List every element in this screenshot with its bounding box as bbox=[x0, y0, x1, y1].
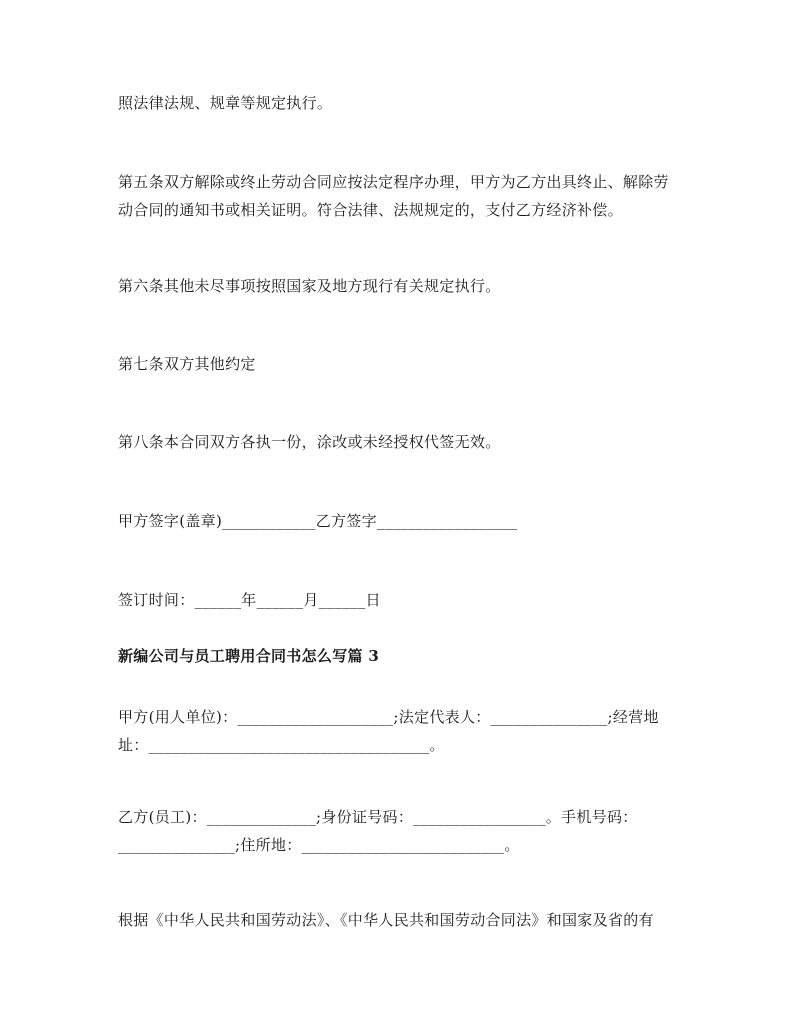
article-7-paragraph bbox=[118, 350, 688, 378]
signature-text: 甲方签字(盖章)____________乙方签字__________________ bbox=[118, 512, 518, 530]
paragraph-text: 第七条双方其他约定 bbox=[118, 355, 256, 373]
party-a-info bbox=[118, 703, 688, 759]
paragraph-text: 第六条其他未尽事项按照国家及地方现行有关规定执行。 bbox=[118, 277, 501, 295]
article-5-paragraph bbox=[118, 168, 688, 224]
paragraph-text: 第八条本合同双方各执一份，涂改或未经授权代签无效。 bbox=[118, 433, 501, 451]
legal-basis-paragraph bbox=[118, 906, 688, 934]
paragraph-line: 甲方(用人单位)：____________________;法定代表人：_______________;经营地 bbox=[118, 708, 659, 726]
signing-date-line bbox=[118, 586, 688, 614]
signing-date-text: 签订时间：______年______月______日 bbox=[118, 591, 381, 609]
paragraph-line: 第五条双方解除或终止劳动合同应按法定程序办理，甲方为乙方出具终止、解除劳 bbox=[118, 173, 669, 191]
party-b-info bbox=[118, 803, 688, 859]
paragraph-text: 照法律法规、规章等规定执行。 bbox=[118, 94, 333, 112]
paragraph-text: 根据《中华人民共和国劳动法》、《中华人民共和国劳动合同法》和国家及省的有 bbox=[118, 911, 654, 929]
article-6-paragraph bbox=[118, 272, 688, 300]
article-8-paragraph bbox=[118, 428, 688, 456]
section-heading bbox=[118, 642, 688, 670]
paragraph-line: 址：____________________________________。 bbox=[118, 736, 445, 754]
section-heading-text: 新编公司与员工聘用合同书怎么写篇 3 bbox=[118, 647, 380, 665]
paragraph-line: 乙方(员工)：______________;身份证号码：_________________。手机号码： bbox=[118, 808, 638, 826]
paragraph-continuation bbox=[118, 89, 688, 117]
paragraph-line: 动合同的通知书或相关证明。符合法律、法规规定的，支付乙方经济补偿。 bbox=[118, 201, 623, 219]
paragraph-line: _______________;住所地：__________________________。 bbox=[118, 836, 520, 854]
signature-line bbox=[118, 507, 688, 535]
